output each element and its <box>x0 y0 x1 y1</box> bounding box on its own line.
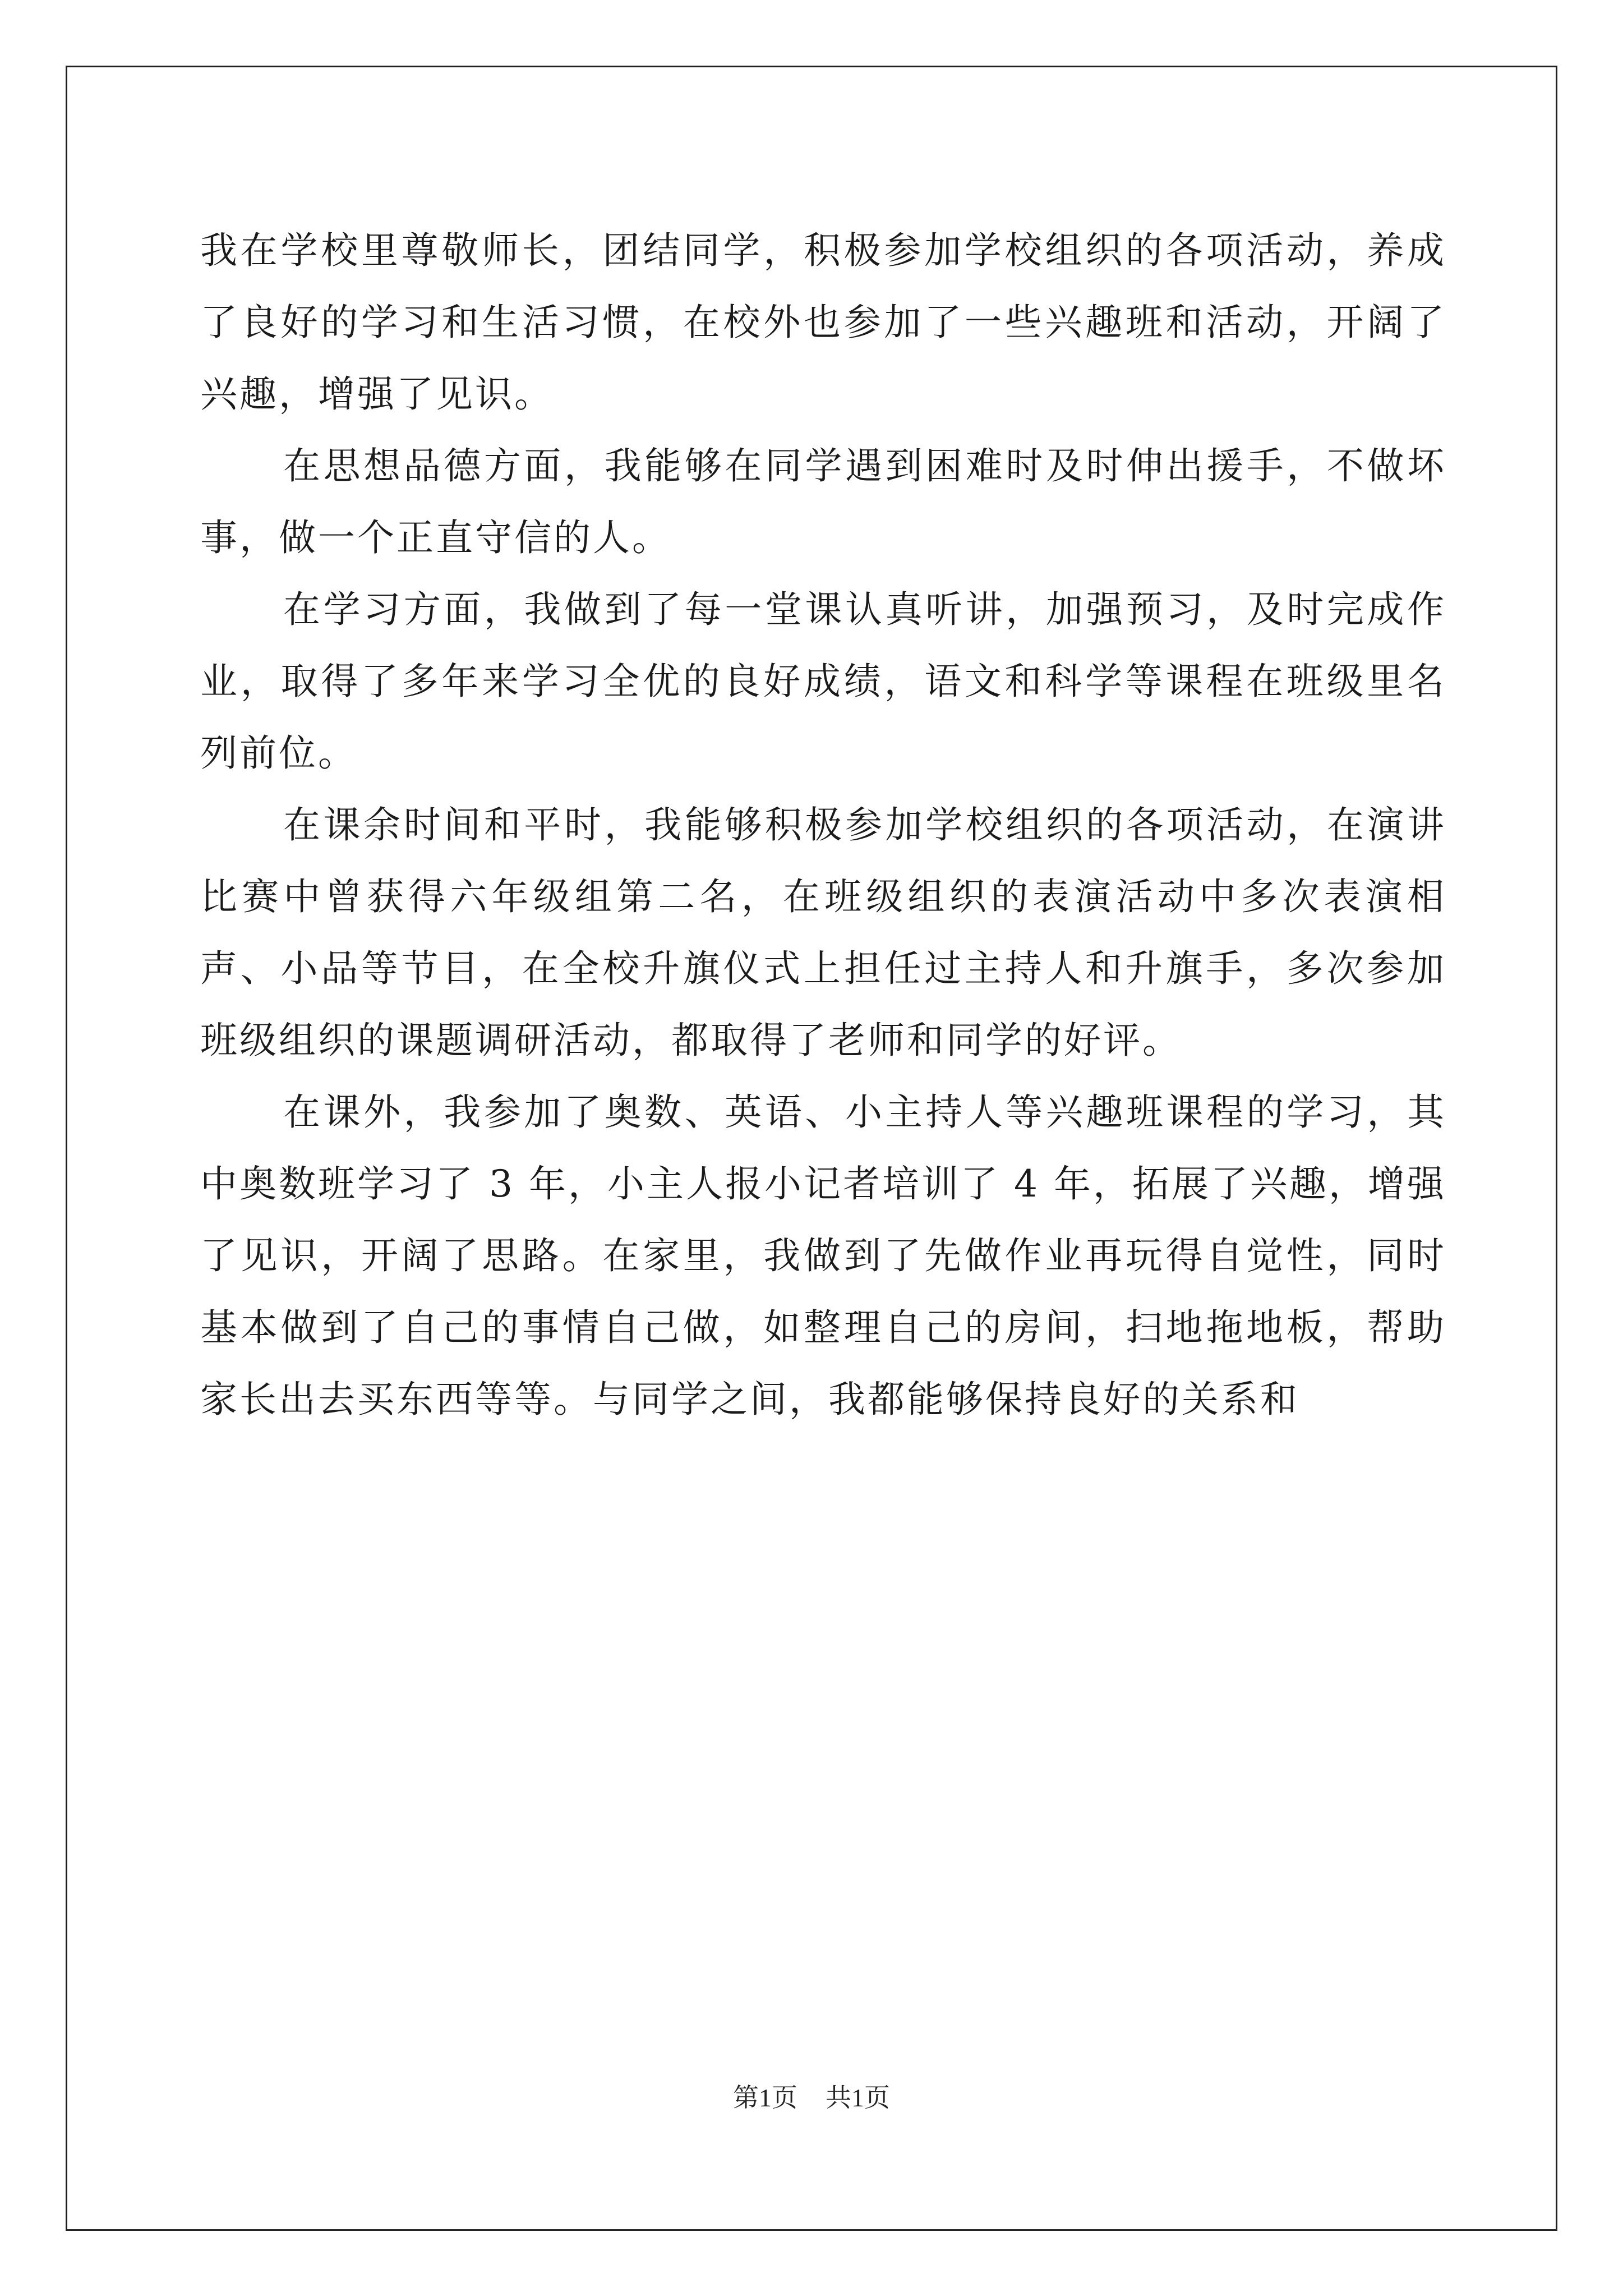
paragraph-2: 在思想品德方面，我能够在同学遇到困难时及时伸出援手，不做坏事，做一个正直守信的人。 <box>200 444 1446 559</box>
paragraph-3: 在学习方面，我做到了每一堂课认真听讲，加强预习，及时完成作业，取得了多年来学习全优的良好成绩，语文和科学等课程在班级里名列前位。 <box>200 588 1446 775</box>
paragraph-4: 在课余时间和平时，我能够积极参加学校组织的各项活动，在演讲比赛中曾获得六年级组第二名，在班级组织的表演活动中多次表演相声、小品等节目，在全校升旗仪式上担任过主持人和升旗手，多次参加班级组织的课题调研活动，都取得了老师和同学的好评。 <box>200 803 1446 1062</box>
document-body <box>200 215 1446 1435</box>
paragraph-5: 在课外，我参加了奥数、英语、小主持人等兴趣班课程的学习，其中奥数班学习了 3 年，小主人报小记者培训了 4 年，拓展了兴趣，增强了见识，开阔了思路。在家里，我做到了先做作业再玩得自觉性，同时基本做到了自己的事情自己做，如整理自己的房间，扫地拖地板，帮助家长出去买东西等等。与同学之间，我都能够保持良好的关系和 <box>200 1091 1446 1421</box>
page-total: 共1页 <box>826 2083 890 2112</box>
paragraph-1: 我在学校里尊敬师长，团结同学，积极参加学校组织的各项活动，养成了良好的学习和生活习惯，在校外也参加了一些兴趣班和活动，开阔了兴趣，增强了见识。 <box>200 229 1446 416</box>
page-number: 第1页 <box>733 2083 797 2112</box>
page-footer <box>0 2081 1623 2115</box>
